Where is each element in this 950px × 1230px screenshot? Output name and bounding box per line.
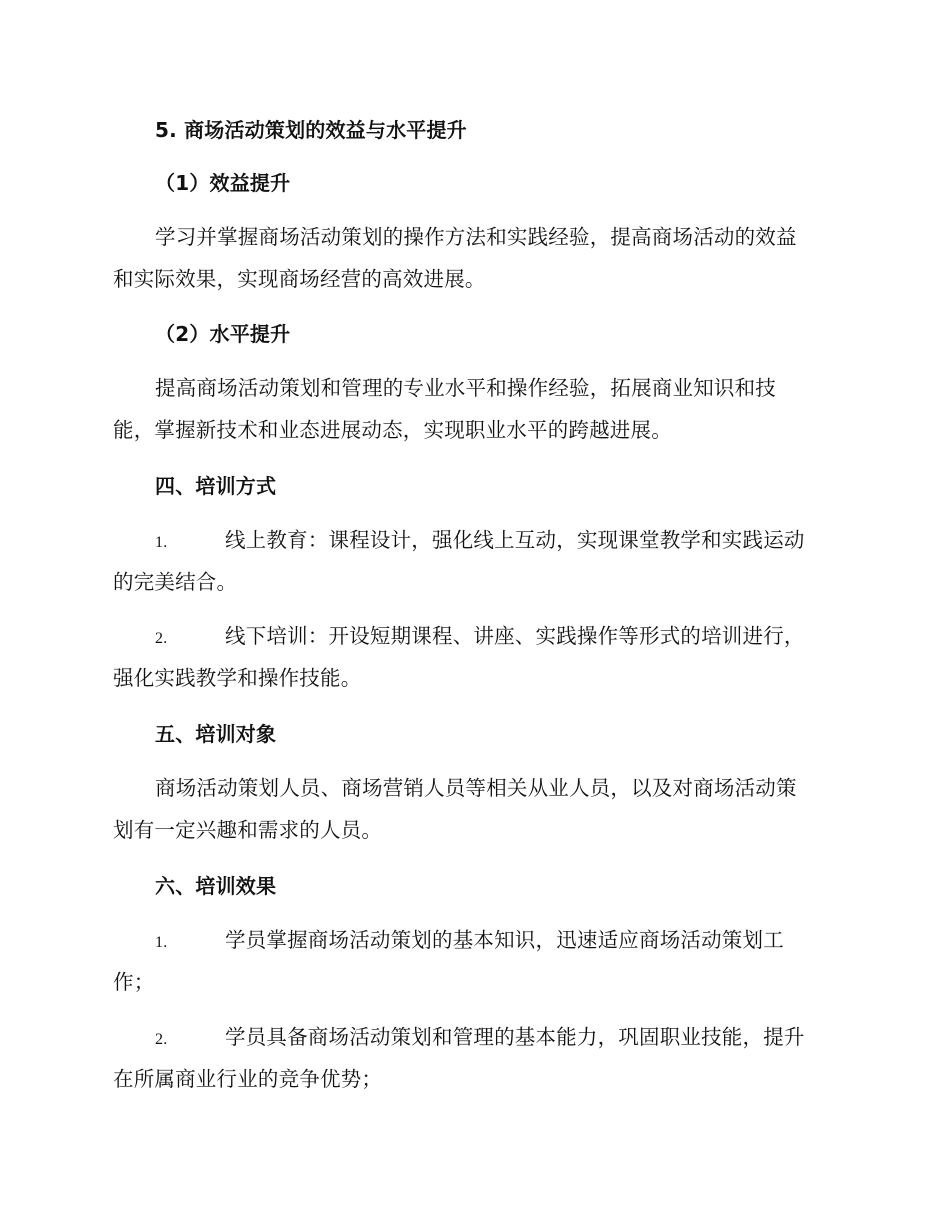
list-item [155, 924, 885, 959]
paragraph-line: 的完美结合。 [113, 570, 238, 594]
section-heading: 四、培训方式 [155, 474, 277, 498]
paragraph-line: 在所属商业行业的竞争优势； [113, 1067, 383, 1091]
list-number: 2. [155, 1031, 168, 1048]
list-number: 1. [155, 534, 168, 551]
paragraph-line: 强化实践教学和操作技能。 [113, 666, 362, 690]
subsection-heading: （2）水平提升 [155, 322, 291, 346]
list-text: 学员具备商场活动策划和管理的基本能力，巩固职业技能，提升 [225, 1025, 805, 1049]
list-item [155, 524, 885, 559]
subsection-heading: （1）效益提升 [155, 171, 291, 195]
list-number: 1. [155, 934, 168, 951]
paragraph-line: 学习并掌握商场活动策划的操作方法和实践经验，提高商场活动的效益 [155, 225, 797, 249]
paragraph-line: 和实际效果，实现商场经营的高效进展。 [113, 267, 486, 291]
list-item [155, 1021, 885, 1056]
paragraph-line: 商场活动策划人员、商场营销人员等相关从业人员，以及对商场活动策 [155, 776, 797, 800]
section-heading: 5. 商场活动策划的效益与水平提升 [155, 118, 467, 142]
paragraph-line: 能，掌握新技术和业态进展动态，实现职业水平的跨越进展。 [113, 418, 672, 442]
list-number: 2. [155, 630, 168, 647]
list-text: 学员掌握商场活动策划的基本知识，迅速适应商场活动策划工 [225, 928, 784, 952]
paragraph-line: 划有一定兴趣和需求的人员。 [113, 818, 383, 842]
list-text: 线下培训：开设短期课程、讲座、实践操作等形式的培训进行， [225, 624, 805, 648]
paragraph-line: 作； [113, 970, 155, 994]
section-heading: 五、培训对象 [155, 722, 277, 746]
section-heading: 六、培训效果 [155, 874, 277, 898]
list-item [155, 620, 885, 655]
list-text: 线上教育：课程设计，强化线上互动，实现课堂教学和实践运动 [225, 528, 805, 552]
paragraph-line: 提高商场活动策划和管理的专业水平和操作经验，拓展商业知识和技 [155, 376, 776, 400]
